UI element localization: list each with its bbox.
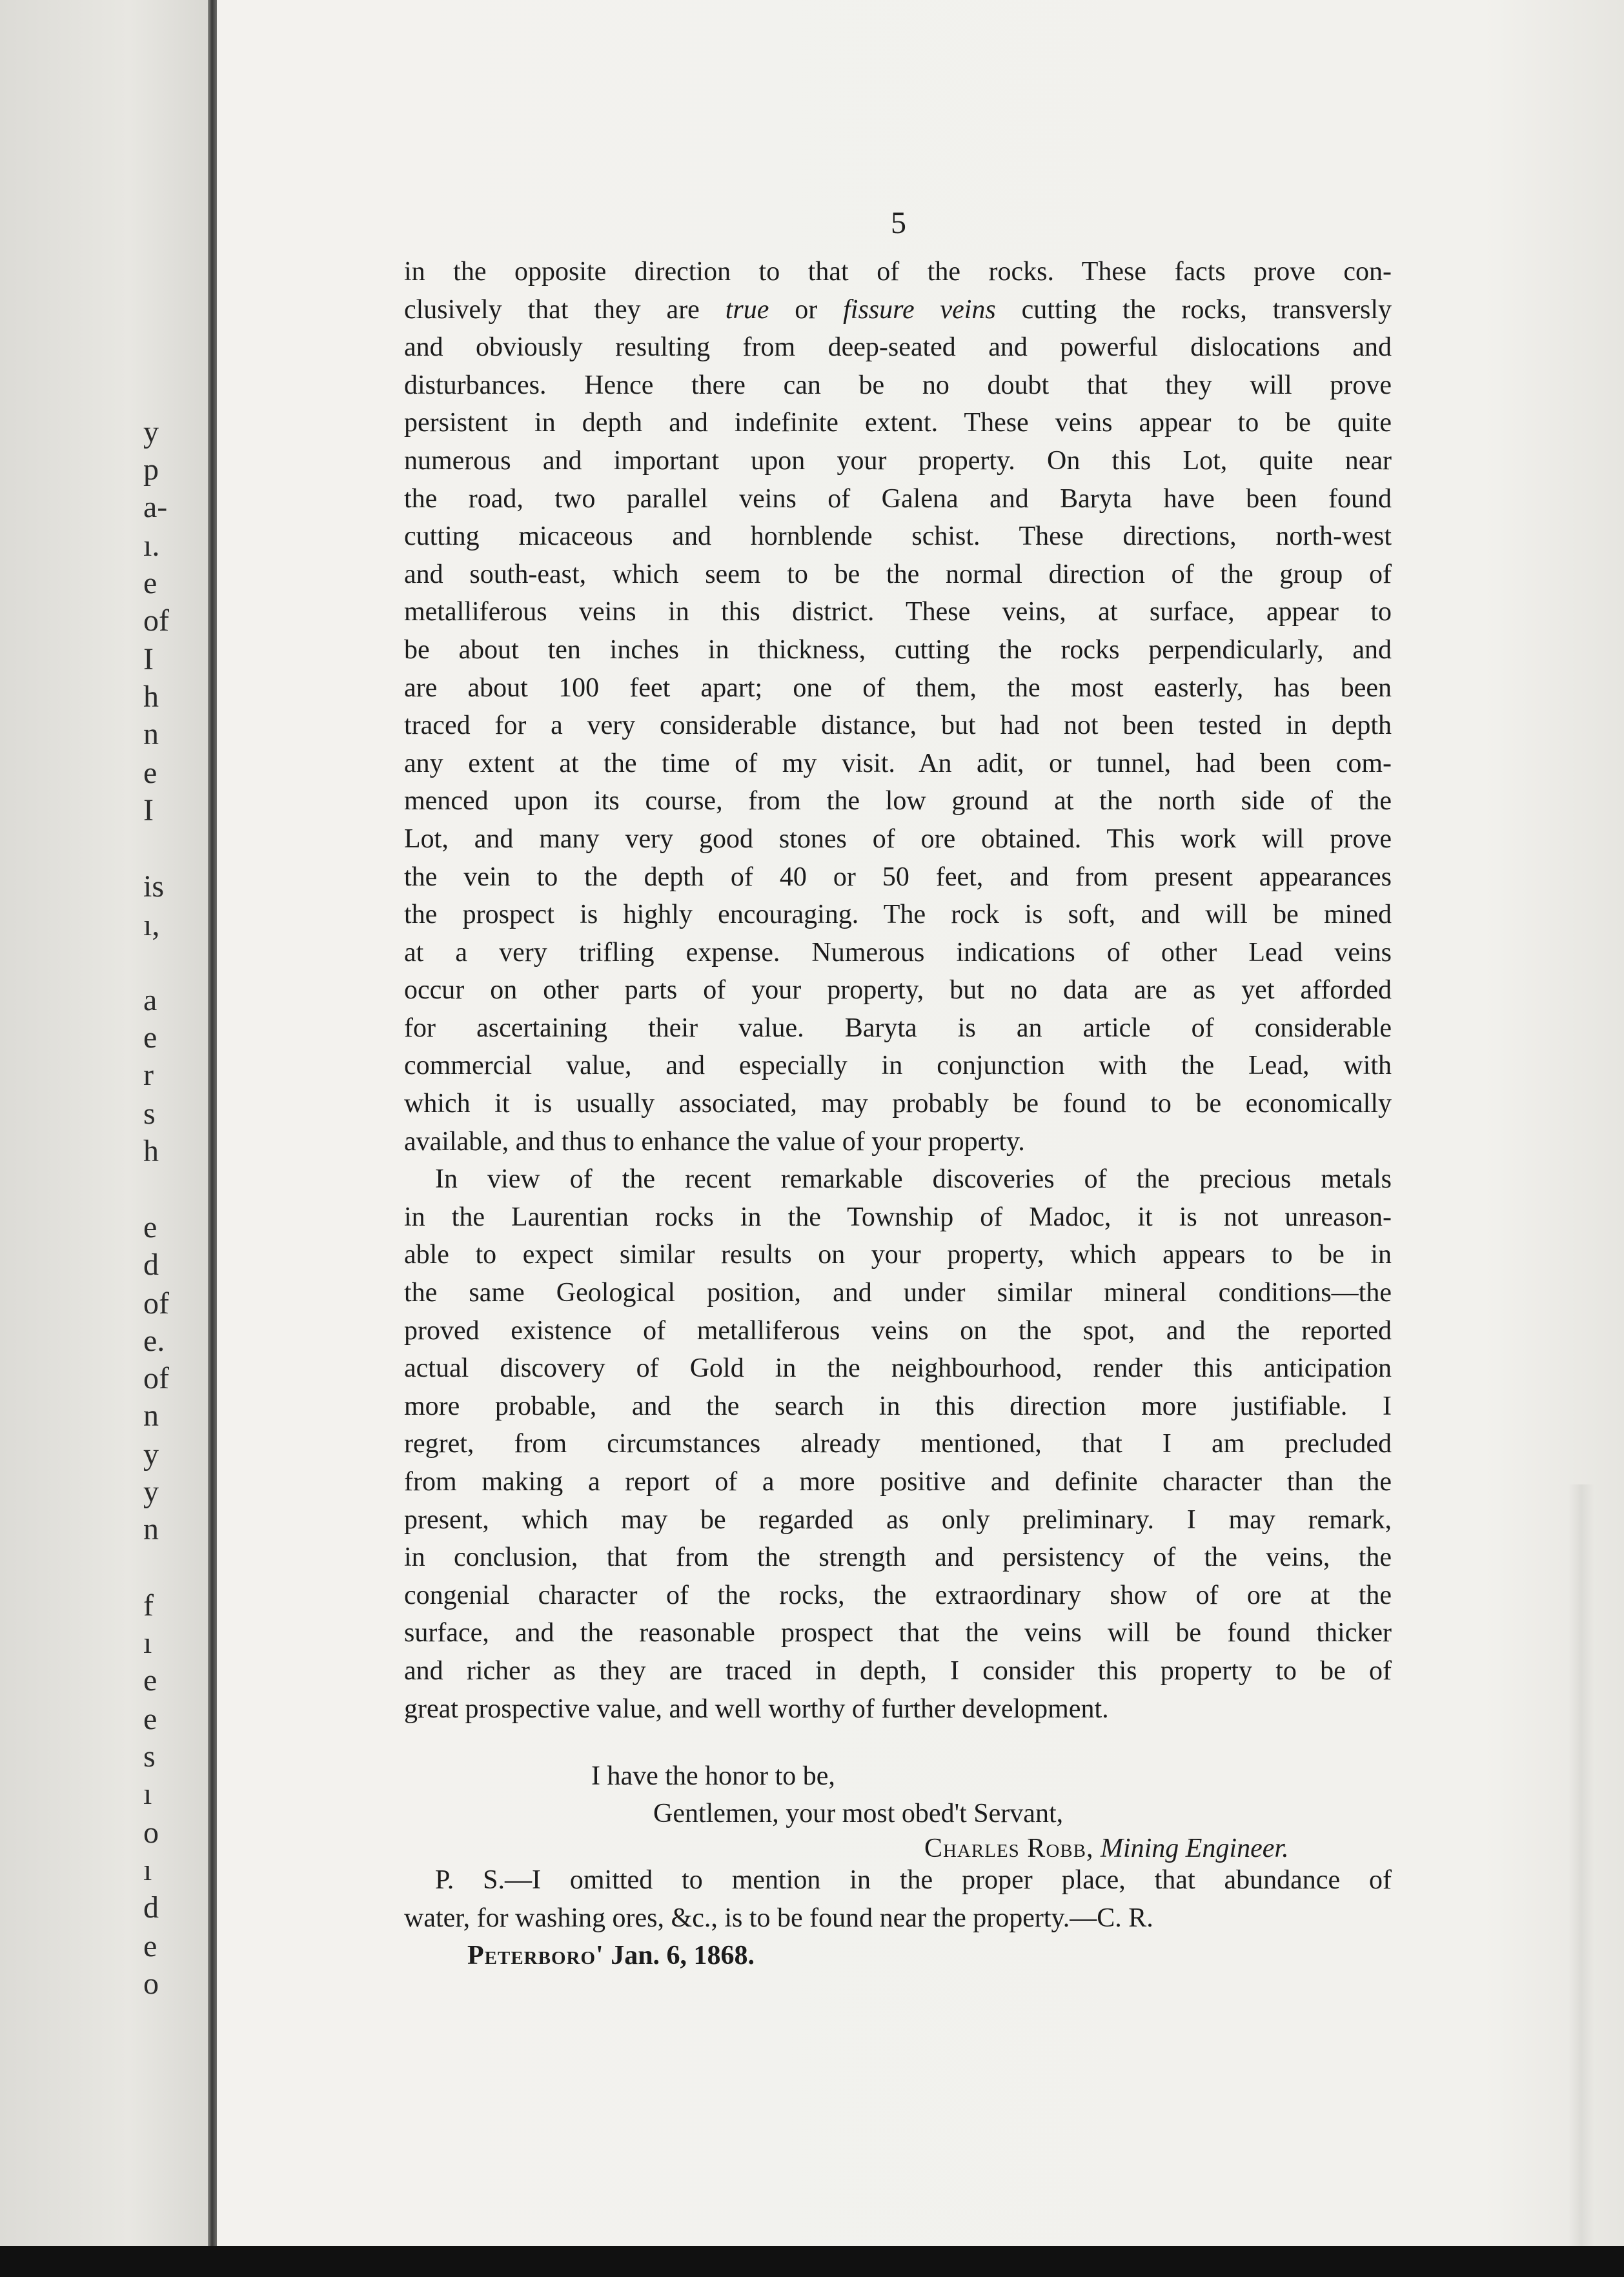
- text-line: great prospective value, and well worthy of further development.: [404, 1694, 1109, 1724]
- facing-page-letter: r: [143, 1058, 154, 1092]
- text-line: present, which may be regarded as only preliminary. I may remark,: [404, 1504, 1392, 1535]
- text-line: clusively that they are true or fissure veins cutting the rocks, transversly: [404, 294, 1392, 325]
- text-line: be about ten inches in thickness, cutting the rocks perpendicularly, and: [404, 634, 1392, 665]
- text-line: occur on other parts of your property, but no data are as yet afforded: [404, 975, 1392, 1006]
- text-line: proved existence of metalliferous veins on the spot, and the reported: [404, 1315, 1392, 1346]
- facing-page-letter: n: [143, 1512, 159, 1546]
- facing-page-letter: o: [143, 1816, 159, 1850]
- facing-page-letter: a: [143, 983, 157, 1017]
- facing-page-letter: e: [143, 1020, 157, 1055]
- closing-gentlemen: Gentlemen, your most obed't Servant,: [653, 1799, 1064, 1828]
- facing-page-letter: e: [143, 1210, 157, 1244]
- text-line: available, and thus to enhance the value of your property.: [404, 1126, 1025, 1157]
- paragraph-veins: [404, 253, 1392, 1160]
- facing-page-letter: n: [143, 717, 159, 751]
- postscript: [404, 1861, 1392, 1974]
- text-line: In view of the recent remarkable discoveries of the precious metals: [435, 1164, 1392, 1195]
- facing-page-letter: p: [143, 452, 159, 487]
- facing-page-letter: s: [143, 1097, 156, 1131]
- text-line: disturbances. Hence there can be no doubt that they will prove: [404, 370, 1392, 400]
- facing-page-letter: I: [143, 642, 154, 676]
- page-number: 5: [891, 206, 906, 240]
- text-line: and obviously resulting from deep-seated and powerful dislocations and: [404, 332, 1392, 363]
- text-line: the road, two parallel veins of Galena and Baryta have been found: [404, 483, 1392, 514]
- facing-page-letter: e: [143, 756, 157, 790]
- text-line: the same Geological position, and under similar mineral conditions—the: [404, 1278, 1392, 1308]
- dateline: [404, 1937, 1392, 1974]
- page-gutter: [208, 0, 217, 2246]
- postscript-line-2: water, for washing ores, &c., is to be found near the property.—C. R.: [404, 1903, 1153, 1933]
- text-line: traced for a very considerable distance, but had not been tested in depth: [404, 711, 1392, 741]
- text-line: regret, from circumstances already mentioned, that I am precluded: [404, 1429, 1392, 1459]
- text-line: numerous and important upon your property. On this Lot, quite near: [404, 445, 1392, 476]
- text-line: and richer as they are traced in depth, I consider this property to be of: [404, 1655, 1392, 1686]
- dateline-place: Peterboro': [467, 1941, 604, 1971]
- text-line: commercial value, and especially in conjunction with the Lead, with: [404, 1051, 1392, 1081]
- facing-page-letters: [143, 0, 208, 2246]
- facing-page-letter: I: [143, 793, 154, 827]
- facing-page-letter: of: [143, 1361, 169, 1395]
- text-line: the prospect is highly encouraging. The rock is soft, and will be mined: [404, 900, 1392, 930]
- facing-page-letter: y: [143, 1437, 159, 1472]
- signature: [924, 1833, 1289, 1864]
- facing-page-letter: e: [143, 1702, 157, 1736]
- signature-title: Mining Engineer.: [1100, 1834, 1289, 1863]
- facing-page-letter: d: [143, 1890, 159, 1925]
- report-body: [404, 253, 1392, 1728]
- signature-name: Charles Robb,: [924, 1834, 1094, 1863]
- facing-page-letter: ı: [143, 1777, 152, 1811]
- facing-page-letter: ı,: [143, 908, 160, 942]
- text-line: in the opposite direction to that of the rocks. These facts prove con-: [404, 257, 1392, 287]
- text-line: the vein to the depth of 40 or 50 feet, and from present appearances: [404, 862, 1392, 892]
- text-line: from making a report of a more positive and definite character than the: [404, 1467, 1392, 1497]
- facing-page-letter: ı: [143, 1853, 152, 1887]
- facing-page-letter: e: [143, 1663, 157, 1697]
- text-line: persistent in depth and indefinite extent. These veins appear to be quite: [404, 408, 1392, 438]
- text-line: in conclusion, that from the strength and persistency of the veins, the: [404, 1543, 1392, 1573]
- text-line: which it is usually associated, may probably be found to be economically: [404, 1089, 1392, 1119]
- facing-page-letter: s: [143, 1739, 156, 1774]
- paragraph-conclusion: [404, 1160, 1392, 1728]
- text-line: cutting micaceous and hornblende schist. These directions, north-west: [404, 521, 1392, 552]
- facing-page-letter: f: [143, 1588, 154, 1623]
- text-line: actual discovery of Gold in the neighbourhood, render this anticipation: [404, 1353, 1392, 1384]
- closing-salutation: I have the honor to be,: [591, 1761, 835, 1791]
- postscript-line-1: P. S.—I omitted to mention in the proper place, that abundance of: [435, 1865, 1392, 1895]
- scan-bottom-edge: [0, 2246, 1624, 2277]
- text-line: at a very trifling expense. Numerous indications of other Lead veins: [404, 937, 1392, 967]
- facing-page-letter: y: [143, 415, 159, 449]
- facing-page-letter: n: [143, 1399, 159, 1433]
- dateline-date: Jan. 6, 1868.: [611, 1941, 755, 1971]
- text-line: any extent at the time of my visit. An adit, or tunnel, had been com-: [404, 748, 1392, 778]
- facing-page-letter: h: [143, 680, 159, 714]
- text-line: are about 100 feet apart; one of them, the most easterly, has been: [404, 673, 1392, 703]
- text-line: for ascertaining their value. Baryta is an article of considerable: [404, 1013, 1392, 1043]
- page-edge-shadow: [1568, 1484, 1594, 2246]
- facing-page-letter: ı: [143, 1626, 152, 1660]
- text-line: congenial character of the rocks, the extraordinary show of ore at the: [404, 1580, 1392, 1610]
- text-line: surface, and the reasonable prospect that the veins will be found thicker: [404, 1618, 1392, 1648]
- facing-page-letter: e: [143, 1929, 157, 1963]
- facing-page-letter: h: [143, 1134, 159, 1168]
- text-line: metalliferous veins in this district. These veins, at surface, appear to: [404, 597, 1392, 627]
- text-line: and south-east, which seem to be the normal direction of the group of: [404, 559, 1392, 589]
- facing-page-letter: o: [143, 1967, 159, 2001]
- facing-page-letter: e.: [143, 1324, 165, 1358]
- facing-page-letter: a-: [143, 490, 168, 524]
- facing-page-letter: d: [143, 1248, 159, 1282]
- facing-page-letter: y: [143, 1475, 159, 1509]
- text-line: Lot, and many very good stones of ore obtained. This work will prove: [404, 824, 1392, 854]
- facing-page-letter: of: [143, 603, 169, 638]
- facing-page-letter: of: [143, 1286, 169, 1321]
- text-line: in the Laurentian rocks in the Township of Madoc, it is not unreason-: [404, 1202, 1392, 1232]
- text-line: able to expect similar results on your property, which appears to be in: [404, 1240, 1392, 1270]
- facing-page-letter: ı.: [143, 529, 160, 563]
- facing-page-letter: is: [143, 869, 165, 904]
- text-line: more probable, and the search in this direction more justifiable. I: [404, 1391, 1392, 1421]
- facing-page-letter: e: [143, 566, 157, 600]
- text-line: menced upon its course, from the low ground at the north side of the: [404, 786, 1392, 816]
